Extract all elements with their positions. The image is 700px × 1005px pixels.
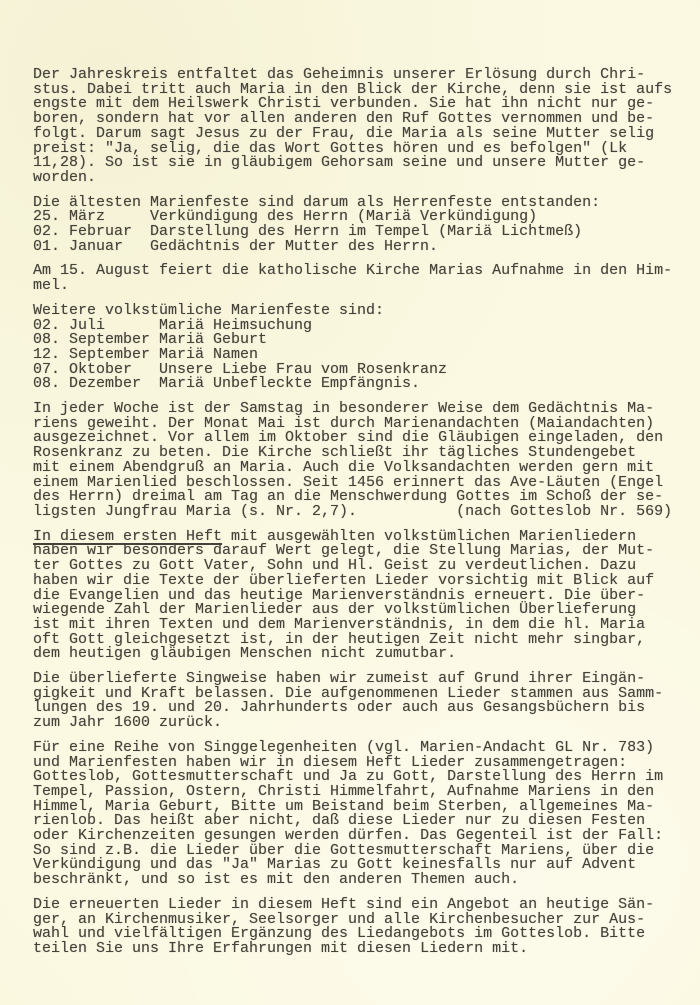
paragraph-singgelegenheiten xyxy=(33,738,676,889)
paragraph-singweise xyxy=(33,672,676,731)
feast-title: Mariä Heimsuchung xyxy=(159,316,313,334)
feast-list-volkstuemlich xyxy=(33,301,676,393)
text-line: So sind z.B. die Lieder über die Gottesmutterschaft Mariens, über die xyxy=(33,841,655,859)
text-line: lungen des 19. und 20. Jahrhunderts oder auch aus Gesangsbüchern bis xyxy=(33,699,646,717)
paragraph-erstes-heft xyxy=(33,527,676,663)
text-line: wiegende Zahl der Marienlieder aus der volkstümlichen Überlieferung xyxy=(33,601,637,619)
text-line: und Marienfesten haben wir in diesem Heft Lieder zusammengetragen: xyxy=(33,753,628,771)
feast-list-herrenfeste xyxy=(33,193,676,255)
text-line: haben wir die Texte der überlieferten Lieder vorsichtig mit Blick auf xyxy=(33,571,655,589)
text-line: einem Marienlied beschlossen. Seit 1456 erinnert das Ave-Läuten (Engel xyxy=(33,473,664,491)
text-line: oder Kirchenzeiten gesungen werden dürfen. Das Gegenteil ist der Fall: xyxy=(33,827,664,845)
text-line: Am 15. August feiert die katholische Kirche Marias Aufnahme in den Him- xyxy=(33,262,673,280)
paragraph-angebot xyxy=(33,895,676,957)
feast-date: 07. Oktober xyxy=(33,360,133,378)
feast-date: 02. Februar xyxy=(33,223,133,241)
feast-date: 02. Juli xyxy=(33,316,106,334)
text-line: haben wir besonders darauf Wert gelegt, die Stellung Marias, der Mut- xyxy=(33,542,655,560)
text-line: mel. xyxy=(33,277,70,295)
text-line: Gotteslob, Gottesmutterschaft und Ja zu Gott, Darstellung des Herrn im xyxy=(33,768,664,786)
text-line: teilen Sie uns Ihre Erfahrungen mit diesen Liedern mit. xyxy=(33,939,529,957)
text-line: ter Gottes zu Gott Vater, Sohn und Hl. Geist zu verdeutlichen. Dazu xyxy=(33,557,637,575)
text-line: Verkündigung und das "Ja" Marias zu Gott keinesfalls nur auf Advent xyxy=(33,856,637,874)
text-line: dem heutigen gläubigen Menschen nicht zumutbar. xyxy=(33,645,457,663)
text-line: 11,28). So ist sie in gläubigem Gehorsam seine und unsere Mutter ge- xyxy=(33,154,646,172)
text-line: Für eine Reihe von Singgelegenheiten (vgl. Marien-Andacht GL Nr. 783) xyxy=(33,738,655,756)
text-line: Rosenkranz zu beten. Die Kirche schließt ihr tägliches Stundengebet xyxy=(33,444,637,462)
feast-title: Darstellung des Herrn im Tempel (Mariä Lichtmeß) xyxy=(150,223,583,241)
text-line: beschränkt, und so ist es mit den anderen Themen auch. xyxy=(33,871,520,889)
text-line: ger, an Kirchenmusiker, Seelsorger und alle Kirchenbesucher zur Aus- xyxy=(33,910,646,928)
text-line: worden. xyxy=(33,168,97,186)
text-line: folgt. Darum sagt Jesus zu der Frau, die Maria als seine Mutter selig xyxy=(33,124,655,142)
text-line: wahl und vielfältigen Ergänzung des Liedangebots im Gotteslob. Bitte xyxy=(33,925,646,943)
text-line: preist: "Ja, selig, die das Wort Gottes hören und es befolgen" (Lk xyxy=(33,139,628,157)
text-line: die Evangelien und das heutige Marienverständnis erneuert. Die über- xyxy=(33,586,646,604)
text-line: ligsten Jungfrau Maria (s. Nr. 2,7). (nach Gotteslob Nr. 569) xyxy=(33,502,673,520)
text-line: riens geweiht. Der Monat Mai ist durch Marienandachten (Maiandachten) xyxy=(33,414,655,432)
feast-title: Verkündigung des Herrn (Mariä Verkündigung) xyxy=(150,208,538,226)
feast-item xyxy=(33,237,676,255)
text-line: zum Jahr 1600 zurück. xyxy=(33,714,223,732)
feast-date: 01. Januar xyxy=(33,237,124,255)
feast-title: Mariä Unbefleckte Empfängnis. xyxy=(159,375,421,393)
text-line: gigkeit und Kraft belassen. Die aufgenommenen Lieder stammen aus Samm- xyxy=(33,684,664,702)
feast-title: Mariä Geburt xyxy=(159,331,268,349)
text-line: engste mit dem Heilswerk Christi verbunden. Sie hat ihn nicht nur ge- xyxy=(33,95,655,113)
feast-date: 25. März xyxy=(33,208,106,226)
feast-date: 08. September xyxy=(33,331,151,349)
text-line: In jeder Woche ist der Samstag in besonderer Weise dem Gedächtnis Ma- xyxy=(33,400,655,418)
text-line: Tempel, Passion, Ostern, Christi Himmelfahrt, Aufnahme Mariens in den xyxy=(33,782,655,800)
feast-title: Mariä Namen xyxy=(159,345,259,363)
paragraph-aufnahme xyxy=(33,264,676,293)
text-line: Die erneuerten Lieder in diesem Heft sind ein Angebot an heutige Sän- xyxy=(33,895,655,913)
paragraph-samstag-gedaechtnis xyxy=(33,402,676,520)
text-line: Die überlieferte Singweise haben wir zumeist auf Grund ihrer Eingän- xyxy=(33,670,646,688)
text-line: boren, sondern hat vor allen anderen den Ruf Gottes vernommen und be- xyxy=(33,110,655,128)
feast-list-intro: Die ältesten Marienfeste sind darum als Herrenfeste entstanden: xyxy=(33,193,601,211)
text-line: In diesem ersten Heft mit ausgewählten volkstümlichen Marienliedern xyxy=(33,527,637,545)
text-line: oft Gott gleichgesetzt ist, in der heutigen Zeit nicht mehr singbar, xyxy=(33,630,646,648)
paragraph-jahreskreis xyxy=(33,68,676,186)
text-line: des Herrn) dreimal am Tag an die Menschwerdung Gottes im Schoß der se- xyxy=(33,488,664,506)
feast-date: 08. Dezember xyxy=(33,375,142,393)
underlined-heading: In diesem ersten Heft xyxy=(33,527,223,545)
text-line: Himmel, Maria Geburt, Bitte um Beistand beim Sterben, allgemeines Ma- xyxy=(33,797,655,815)
text-line: ausgezeichnet. Vor allem im Oktober sind die Gläubigen eingeladen, den xyxy=(33,429,664,447)
text-line: ist mit ihren Texten und dem Marienverständnis, in dem die hl. Maria xyxy=(33,615,646,633)
feast-date: 12. September xyxy=(33,345,151,363)
text-line: rienlob. Das heißt aber nicht, daß diese Lieder nur zu diesen Festen xyxy=(33,812,646,830)
text-line: Der Jahreskreis entfaltet das Geheimnis unserer Erlösung durch Chri- xyxy=(33,66,646,83)
document-text xyxy=(33,68,676,957)
feast-title: Unsere Liebe Frau vom Rosenkranz xyxy=(159,360,448,378)
text-line: mit einem Abendgruß an Maria. Auch die Volksandachten werden gern mit xyxy=(33,458,655,476)
text-line: stus. Dabei tritt auch Maria in den Blick der Kirche, denn sie ist aufs xyxy=(33,80,673,98)
feast-item xyxy=(33,377,676,392)
feast-list-intro: Weitere volkstümliche Marienfeste sind: xyxy=(33,301,385,319)
feast-title: Gedächtnis der Mutter des Herrn. xyxy=(150,237,439,255)
